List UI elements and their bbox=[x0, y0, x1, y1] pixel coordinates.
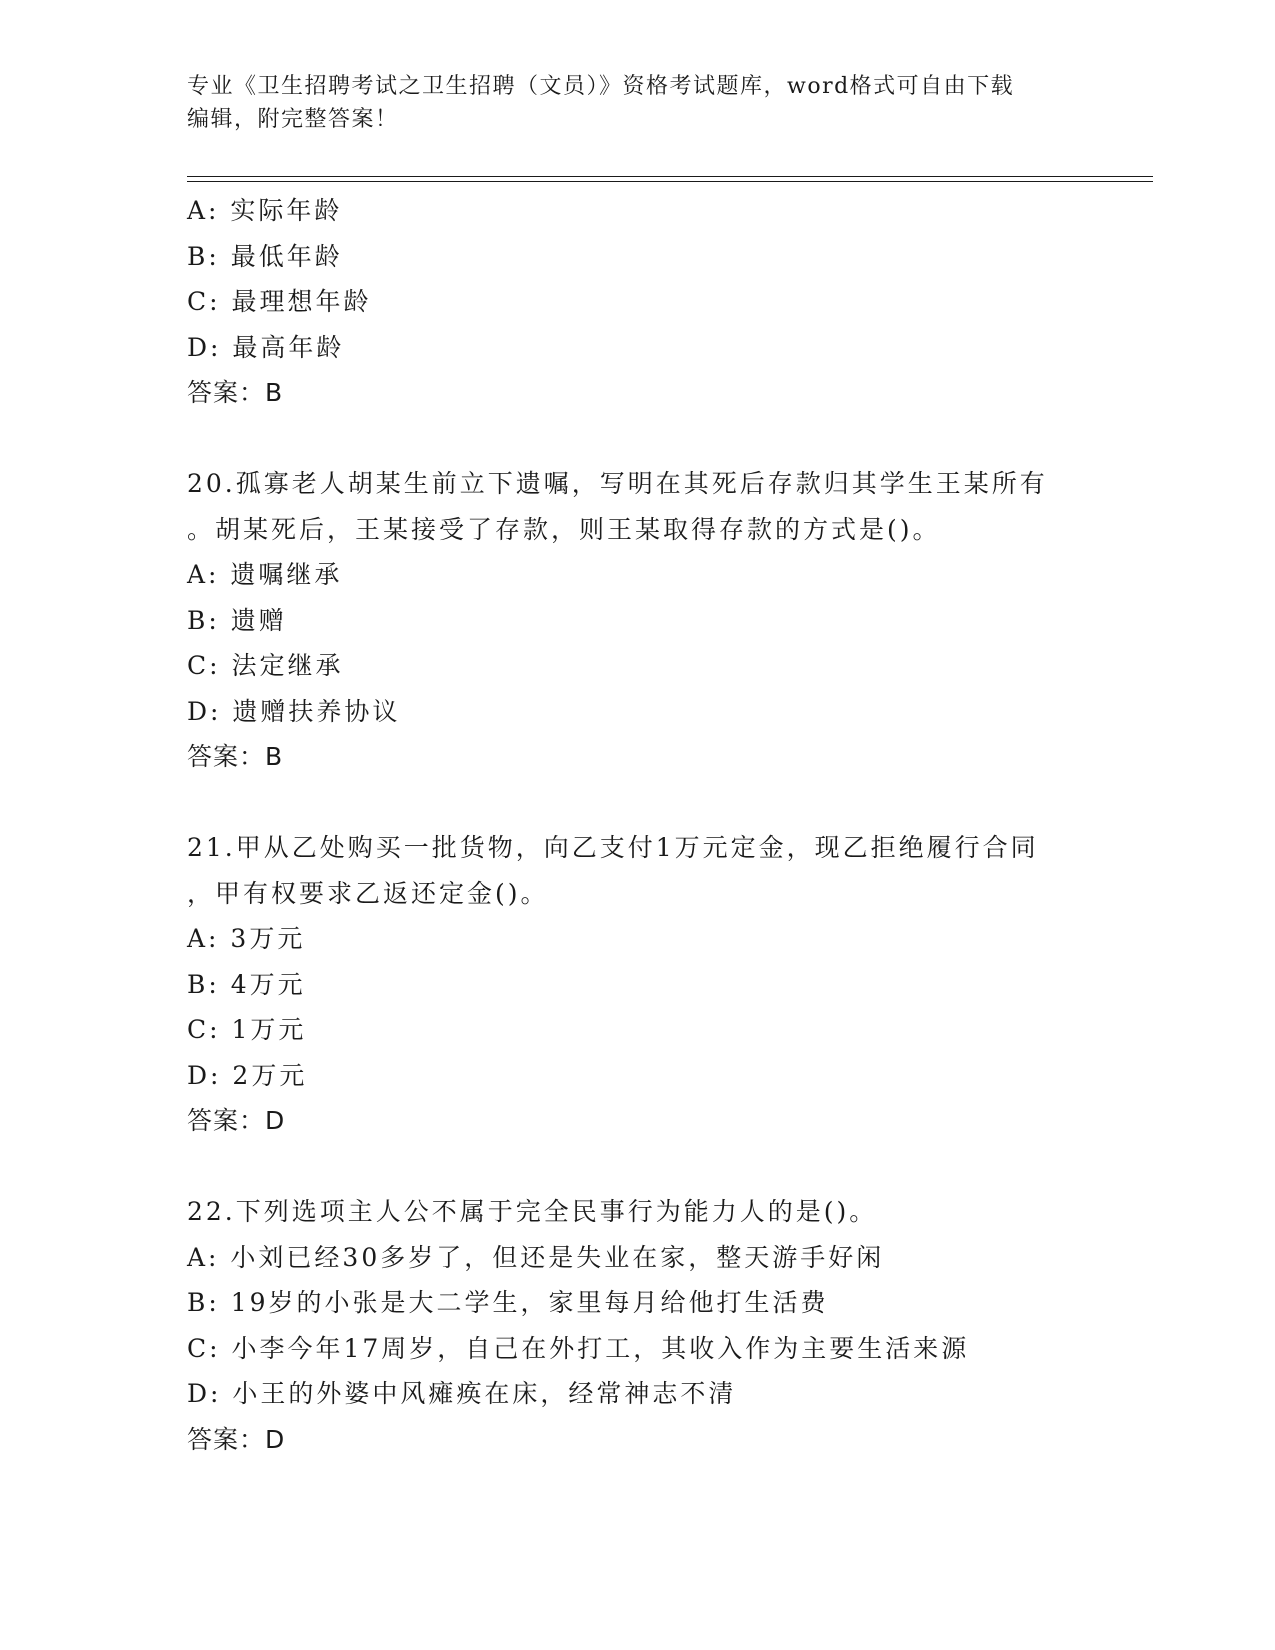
header-line-2: 编辑，附完整答案！ bbox=[187, 107, 399, 132]
option-a: A: 小刘已经30多岁了，但还是失业在家，整天游手好闲 bbox=[187, 1242, 885, 1272]
option-b: B: 19岁的小张是大二学生，家里每月给他打生活费 bbox=[187, 1288, 829, 1317]
option-a: A: 3万元 bbox=[187, 924, 306, 953]
question-stem-line-1: 22.下列选项主人公不属于完全民事行为能力人的是()。 bbox=[187, 1197, 878, 1226]
question-20 bbox=[187, 461, 1087, 780]
option-c: C: 法定继承 bbox=[187, 651, 344, 680]
answer: 答案：B bbox=[187, 378, 284, 407]
spacer bbox=[187, 416, 1087, 462]
option-d: D: 遗赠扶养协议 bbox=[187, 696, 401, 726]
question-19 bbox=[187, 188, 1087, 416]
question-stem-line-2: 。胡某死后，王某接受了存款，则王某取得存款的方式是()。 bbox=[187, 514, 941, 544]
option-d: D: 2万元 bbox=[187, 1060, 308, 1090]
document-header bbox=[187, 70, 1087, 136]
option-a: A: 遗嘱继承 bbox=[187, 560, 343, 589]
answer: 答案：D bbox=[187, 1106, 286, 1135]
option-b: B: 最低年龄 bbox=[187, 241, 343, 271]
question-stem-line-1: 21.甲从乙处购买一批货物，向乙支付1万元定金，现乙拒绝履行合同 bbox=[187, 833, 1039, 862]
option-d: D: 最高年龄 bbox=[187, 332, 345, 362]
option-c: C: 最理想年龄 bbox=[187, 287, 372, 316]
option-d: D: 小王的外婆中风瘫痪在床，经常神志不清 bbox=[187, 1379, 737, 1408]
header-line-1: 专业《卫生招聘考试之卫生招聘（文员）》资格考试题库，word格式可自由下载 bbox=[187, 74, 1015, 99]
question-stem-line-1: 20.孤寡老人胡某生前立下遗嘱，写明在其死后存款归其学生王某所有 bbox=[187, 469, 1048, 498]
question-stem-line-2: ，甲有权要求乙返还定金()。 bbox=[187, 878, 549, 908]
answer: 答案：D bbox=[187, 1424, 286, 1454]
option-b: B: 4万元 bbox=[187, 969, 306, 999]
option-a: A: 实际年龄 bbox=[187, 196, 343, 225]
header-divider-bottom bbox=[187, 181, 1153, 182]
option-b: B: 遗赠 bbox=[187, 605, 287, 635]
spacer bbox=[187, 1144, 1087, 1190]
question-list bbox=[187, 188, 1087, 1462]
question-22 bbox=[187, 1189, 1087, 1462]
question-21 bbox=[187, 825, 1087, 1144]
answer: 答案：B bbox=[187, 742, 284, 771]
header-divider-top bbox=[187, 176, 1153, 177]
option-c: C: 1万元 bbox=[187, 1015, 307, 1044]
spacer bbox=[187, 780, 1087, 826]
option-c: C: 小李今年17周岁，自己在外打工，其收入作为主要生活来源 bbox=[187, 1333, 970, 1363]
